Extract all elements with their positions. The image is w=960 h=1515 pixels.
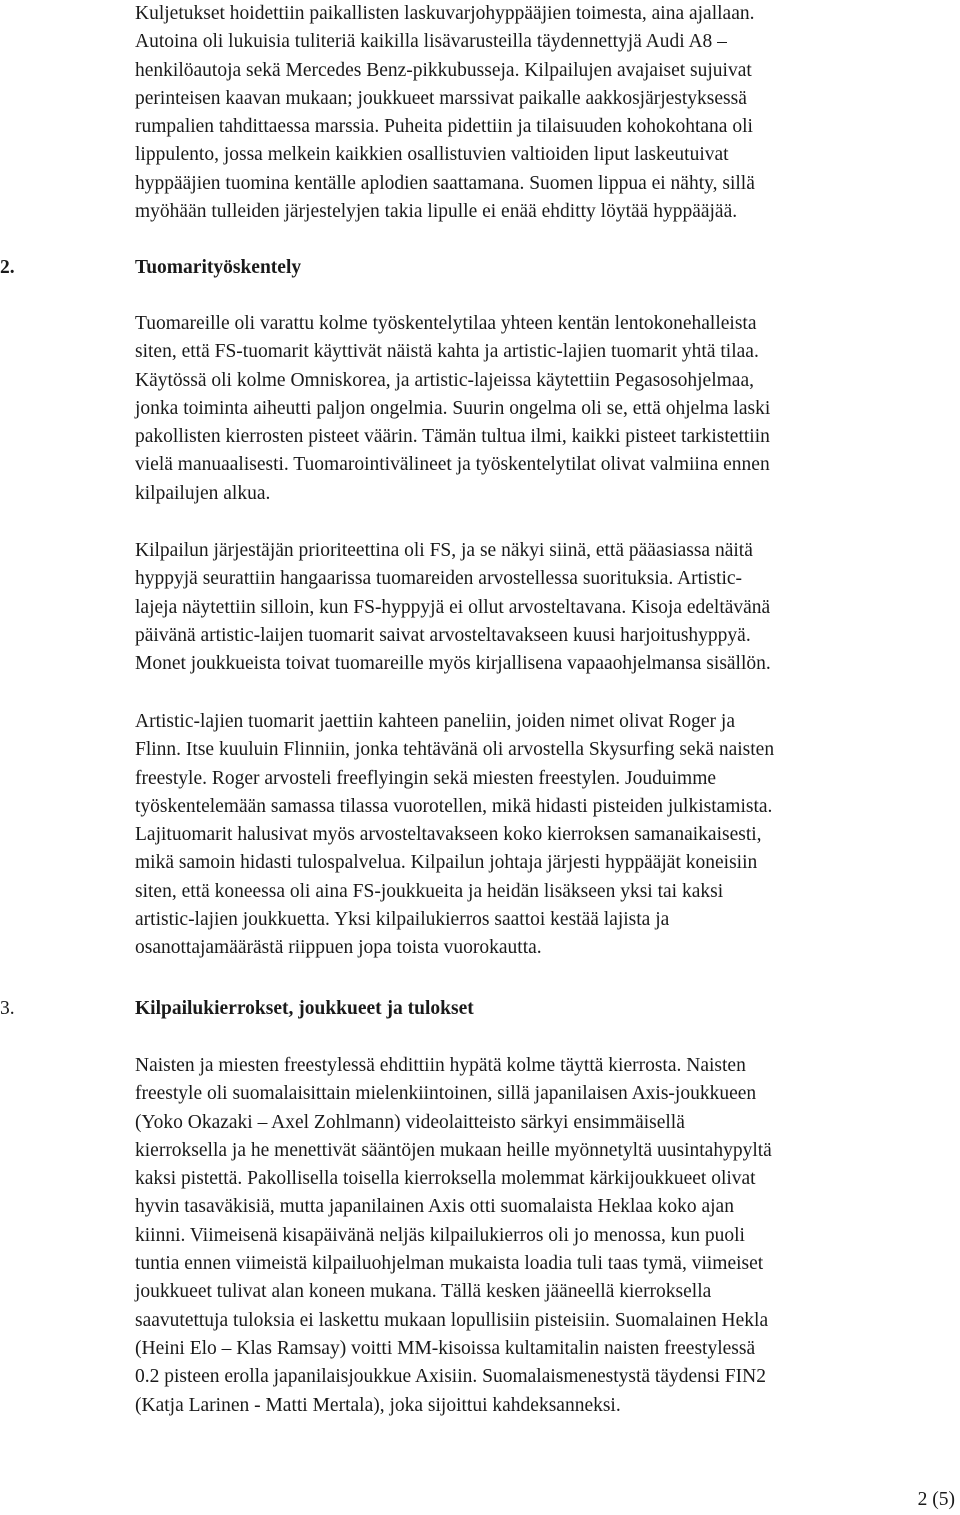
- text-line: kiinni. Viimeisenä kisapäivänä neljäs kilpailukierros oli jo menossa, kun puoli: [135, 1224, 745, 1246]
- text-line: Lajituomarit halusivat myös arvosteltavakseen koko kierroksen samanaikaisesti,: [135, 824, 762, 846]
- text-line: 0.2 pisteen erolla japanilaisjoukkue Axisiin. Suomalaismenestystä täydensi FIN2: [135, 1366, 766, 1388]
- text-line: vielä manuaalisesti. Tuomarointivälineet ja työskentelytilat olivat valmiina ennen: [135, 454, 770, 476]
- text-line: hyvin tasaväkisiä, mutta japanilainen Axis otti suomalaista Heklaa koko ajan: [135, 1196, 734, 1218]
- text-line: (Heini Elo – Klas Ramsay) voitti MM-kisoissa kultamitalin naisten freestylessä: [135, 1337, 756, 1359]
- text-line: Naisten ja miesten freestylessä ehdittiin hypätä kolme täyttä kierrosta. Naisten: [135, 1055, 746, 1076]
- text-line: henkilöautoja sekä Mercedes Benz-pikkubusseja. Kilpailujen avajaiset sujuivat: [135, 59, 752, 81]
- text-line: kilpailujen alkua.: [135, 482, 271, 504]
- text-line: jonka toiminta aiheutti paljon ongelmia. Suurin ongelma oli se, että ohjelma laski: [135, 397, 771, 419]
- paragraph-judging-facilities: [135, 310, 953, 508]
- text-line: perinteisen kaavan mukaan; joukkueet marssivat paikalle aakkosjärjestyksessä: [135, 87, 747, 109]
- text-line: rumpalien tahdittaessa marssia. Puheita pidettiin ja tilaisuuden kohokohtana oli: [135, 116, 753, 138]
- text-line: Artistic-lajien tuomarit jaettiin kahteen paneliin, joiden nimet olivat Roger ja: [135, 711, 735, 732]
- text-line: saavutettuja tuloksia ei laskettu mukaan lopullisiin pisteisiin. Suomalainen Hekla: [135, 1309, 769, 1331]
- text-line: lippulento, jossa melkein kaikkien osallistuvien valtioiden liput laskeutuivat: [135, 144, 729, 166]
- text-line: lajeja näytettiin silloin, kun FS-hyppyjä ei ollut arvosteltavana. Kisoja edeltävänä: [135, 596, 771, 618]
- text-line: osanottajamäärästä riippuen jopa toista vuorokautta.: [135, 937, 542, 959]
- text-line: freestyle. Roger arvosteli freeflyingin sekä miesten freestylen. Jouduimme: [135, 767, 717, 789]
- text-line: päivänä artistic-laijen tuomarit saivat arvosteltavakseen kuusi harjoitushyppyä.: [135, 624, 751, 646]
- text-line: työskentelemään samassa tilassa vuorotellen, mikä hidasti pisteiden julkistamista.: [135, 795, 773, 817]
- text-line: Monet joukkueista toivat tuomareille myös kirjallisena vapaaohjelmansa sisällön.: [135, 653, 771, 675]
- text-line: kierroksella ja he menettivät sääntöjen mukaan heille myönnetyltä uusintahypyltä: [135, 1139, 772, 1161]
- page-number: 2 (5): [917, 1489, 955, 1510]
- text-line: Käytössä oli kolme Omniskorea, ja artistic-lajeissa käytettiin Pegasosohjelmaa,: [135, 369, 754, 391]
- text-line: tuntia ennen viimeistä kilpailuohjelman mukaista loadia tuli taas tymä, viimeiset: [135, 1253, 764, 1275]
- text-line: artistic-lajien joukkuetta. Yksi kilpailukierros saattoi kestää lajista ja: [135, 909, 670, 931]
- paragraph-freestyle-results: [135, 1052, 953, 1420]
- text-line: Tuomareille oli varattu kolme työskentelytilaa yhteen kentän lentokonehalleista: [135, 313, 757, 334]
- text-line: freestyle oli suomalaisittain mielenkiintoinen, sillä japanilaisen Axis-joukkueen: [135, 1083, 757, 1105]
- text-line: pakollisten kierrosten pisteet väärin. Tämän tultua ilmi, kaikki pisteet tarkistettiin: [135, 426, 770, 448]
- text-line: Autoina oli lukuisia tuliteriä kaikilla lisävarusteilla täydennettyjä Audi A8 –: [135, 31, 727, 53]
- section-title: Tuomarityöskentely: [135, 257, 302, 278]
- text-line: hyppääjien tuomina kentälle aplodien saattamana. Suomen lippua ei nähty, sillä: [135, 172, 755, 194]
- text-line: myöhään tulleiden järjestelyjen takia lipulle ei enää ehditty löytää hyppääjää.: [135, 201, 738, 223]
- section-title: Kilpailukierrokset, joukkueet ja tulokset: [135, 998, 474, 1019]
- text-line: hyppyjä seurattiin hangaarissa tuomareiden arvostellessa suorituksia. Artistic-: [135, 568, 743, 590]
- text-line: mikä samoin hidasti tulospalvelua. Kilpailun johtaja järjesti hyppääjät koneisiin: [135, 852, 758, 874]
- text-line: joukkueet tulivat alan koneen mukana. Tällä kesken jääneellä kierroksella: [135, 1281, 712, 1303]
- text-line: siten, että FS-tuomarit käyttivät näistä kahta ja artistic-lajien tuomarit yhtä tilaa.: [135, 341, 759, 363]
- paragraph-transport-opening: [135, 0, 953, 226]
- section-number: 2.: [0, 257, 15, 278]
- text-line: (Yoko Okazaki – Axel Zohlmann) videolaitteisto särkyi ensimmäisellä: [135, 1111, 685, 1133]
- text-line: kaksi pistettä. Pakollisella toisella kierroksella molemmat kärkijoukkueet olivat: [135, 1168, 756, 1190]
- paragraph-organizer-priority: [135, 537, 953, 678]
- section-number: 3.: [0, 998, 15, 1019]
- text-line: Kuljetukset hoidettiin paikallisten laskuvarjohyppääjien toimesta, aina ajallaan.: [135, 3, 755, 24]
- text-line: (Katja Larinen - Matti Mertala), joka sijoittui kahdeksanneksi.: [135, 1394, 621, 1416]
- paragraph-artistic-panels: [135, 708, 953, 963]
- text-line: siten, että koneessa oli aina FS-joukkueita ja heidän lisäkseen yksi tai kaksi: [135, 880, 724, 902]
- text-line: Flinn. Itse kuuluin Flinniin, jonka tehtävänä oli arvostella Skysurfing sekä naisten: [135, 739, 775, 761]
- text-line: Kilpailun järjestäjän prioriteettina oli FS, ja se näkyi siinä, että pääasiassa näitä: [135, 540, 753, 561]
